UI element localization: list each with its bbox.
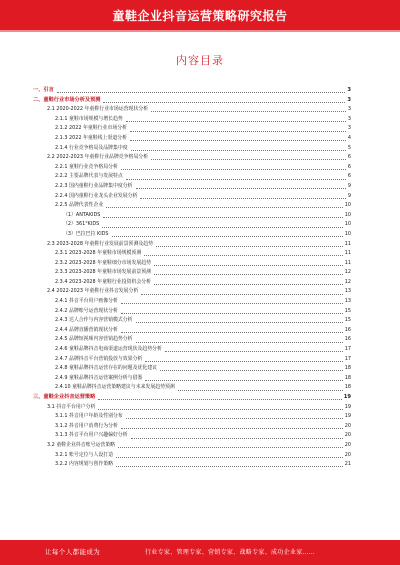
toc-entry-page: 18	[344, 384, 351, 391]
toc-entry-label: 2.4.8 童鞋品牌抖音运营存在的问题及优化建议	[55, 365, 158, 372]
report-title: 童鞋企业抖音运营策略研究报告	[112, 8, 288, 23]
toc-entry[interactable]	[33, 287, 351, 297]
toc-entry[interactable]	[33, 134, 351, 144]
toc-entry-page: 17	[344, 346, 351, 353]
toc-entry[interactable]	[33, 182, 351, 192]
toc-dot-leader	[98, 409, 342, 410]
toc-entry-page: 11	[344, 259, 351, 266]
toc-entry-page: 12	[344, 269, 351, 276]
footer-slogan-right: 行业专家、管理专家、营销专家、战略专家、成功企业家……	[145, 549, 316, 556]
toc-entry-label: 3.2 童鞋企业抖音账号运营策略	[47, 441, 116, 448]
toc-entry-label: 2.1.1 童鞋市场规模与增长趋势	[55, 115, 123, 122]
toc-dot-leader	[145, 361, 342, 362]
toc-entry-page: 20	[344, 432, 351, 439]
toc-dot-leader	[131, 438, 343, 439]
toc-dot-leader	[57, 92, 346, 93]
toc-heading: 内容目录	[176, 54, 224, 67]
toc-entry-page: 4	[347, 134, 351, 141]
toc-dot-leader	[145, 380, 342, 381]
toc-entry-page: 9	[347, 182, 351, 189]
toc-entry-page: 3	[347, 96, 351, 103]
toc-entry[interactable]	[33, 278, 351, 288]
toc-entry-label: 2.1 2020-2022 年童鞋行业市场运营现状分析	[47, 106, 149, 113]
toc-entry[interactable]	[33, 105, 351, 115]
toc-dot-leader	[141, 294, 342, 295]
toc-dot-leader	[118, 447, 343, 448]
toc-entry-label: 2.2 2022-2023 年童鞋行业品牌竞争格局分析	[47, 154, 149, 161]
toc-entry-page: 10	[344, 202, 351, 209]
toc-entry[interactable]	[33, 115, 351, 125]
toc-entry-label: 2.3.1 2023-2028 年童鞋市场规模预测	[55, 250, 142, 257]
toc-dot-leader	[140, 198, 345, 199]
toc-entry-page: 10	[344, 211, 351, 218]
toc-entry-label: 2.1.4 行业竞争格局及品牌集中度	[55, 144, 128, 151]
toc-dot-leader	[126, 121, 346, 122]
toc-entry-page: 15	[344, 307, 351, 314]
toc-entry-label: （3）巴拉巴拉 KIDS	[63, 230, 109, 237]
toc-entry-label: 2.2.2 主要品牌代表与发展特点	[55, 173, 123, 180]
toc-dot-leader	[130, 140, 346, 141]
toc-entry-label: 2.4.5 品牌短视频内容营销趋势分析	[55, 336, 133, 343]
toc-dot-leader	[165, 351, 343, 352]
report-header	[0, 0, 400, 30]
toc-entry-page: 3	[347, 125, 351, 132]
toc-entry[interactable]	[33, 431, 351, 441]
toc-entry[interactable]	[33, 412, 351, 422]
toc-entry-page: 12	[344, 278, 351, 285]
toc-entry-label: 2.1.3 2022 年童鞋线上渠道分析	[55, 134, 128, 141]
toc-dot-leader	[103, 217, 342, 218]
toc-entry-page: 13	[344, 288, 351, 295]
toc-entry[interactable]	[33, 201, 351, 211]
toc-entry-label: 2.4.3 达人合作与内容营销模式分析	[55, 317, 133, 324]
toc-dot-leader	[144, 255, 343, 256]
toc-entry[interactable]	[33, 393, 351, 403]
toc-entry-page: 16	[344, 326, 351, 333]
toc-entry[interactable]	[33, 441, 351, 451]
toc-dot-leader	[136, 342, 343, 343]
toc-dot-leader	[103, 102, 345, 103]
toc-entry-page: 20	[344, 451, 351, 458]
toc-entry-page: 6	[347, 163, 351, 170]
toc-entry-label: 2.4.2 品牌账号运营现状分析	[55, 307, 118, 314]
toc-entry-label: 3.1.1 抖音用户年龄及性别分布	[55, 413, 123, 420]
toc-entry-page: 9	[347, 192, 351, 199]
toc-entry-label: 3.1 抖音平台用户分析	[47, 403, 96, 410]
toc-dot-leader	[151, 111, 346, 112]
toc-entry-label: 2.3.3 2023-2028 年童鞋市场发展前景预测	[55, 269, 152, 276]
toc-entry-page: 19	[343, 394, 351, 400]
toc-entry[interactable]	[33, 383, 351, 393]
toc-dot-leader	[116, 466, 343, 467]
toc-dot-leader	[151, 159, 346, 160]
toc-entry-label: 2.2.1 童鞋行业竞争格局分析	[55, 163, 118, 170]
toc-entry[interactable]	[33, 326, 351, 336]
header-divider	[0, 30, 400, 32]
toc-entry-page: 19	[344, 403, 351, 410]
toc-entry-label: 2.3.4 2023-2028 年童鞋行业投资机会分析	[55, 278, 152, 285]
toc-entry-page: 18	[344, 365, 351, 372]
toc-entry-label: （2）361°KIDS	[63, 221, 100, 228]
toc-dot-leader	[136, 188, 346, 189]
toc-entry[interactable]	[33, 403, 351, 413]
toc-entry[interactable]	[33, 259, 351, 269]
toc-entry[interactable]	[33, 86, 351, 96]
toc-entry[interactable]	[33, 249, 351, 259]
toc-dot-leader	[156, 246, 343, 247]
toc-entry[interactable]	[33, 297, 351, 307]
toc-dot-leader	[178, 390, 343, 391]
toc-entry[interactable]	[33, 335, 351, 345]
toc-dot-leader	[121, 303, 343, 304]
toc-entry[interactable]	[33, 240, 351, 250]
toc-entry-label: 3.1.2 抖音用户消费行为分析	[55, 422, 118, 429]
toc-entry[interactable]	[33, 192, 351, 202]
toc-entry-label: （1）ANTAKIDS	[63, 211, 101, 218]
toc-entry-page: 16	[344, 336, 351, 343]
toc-entry-page: 11	[344, 240, 351, 247]
toc-entry-label: 2.1.2 2022 年童鞋行业市场分析	[55, 125, 128, 132]
toc-entry-label: 2.2.4 国内童鞋行业龙头企业发展分析	[55, 192, 138, 199]
toc-entry[interactable]	[33, 345, 351, 355]
toc-entry-label: 3.1.3 抖音平台用户兴趣偏好分析	[55, 432, 128, 439]
toc-dot-leader	[160, 370, 343, 371]
toc-entry-label: 三、童鞋企业抖音运营策略	[33, 394, 96, 400]
toc-entry[interactable]	[33, 96, 351, 106]
toc-entry-page: 10	[344, 230, 351, 237]
toc-entry[interactable]	[33, 422, 351, 432]
toc-dot-leader	[121, 313, 343, 314]
toc-dot-leader	[112, 236, 343, 237]
toc-entry-label: 2.3 2023-2028 年童鞋行业发展前景预测及趋势	[47, 240, 154, 247]
toc-dot-leader	[126, 418, 343, 419]
toc-entry[interactable]	[33, 307, 351, 317]
toc-dot-leader	[121, 428, 343, 429]
toc-dot-leader	[131, 150, 346, 151]
toc-entry-page: 13	[344, 298, 351, 305]
toc-entry[interactable]	[33, 364, 351, 374]
toc-entry[interactable]	[33, 374, 351, 384]
toc-entry-page: 3	[347, 115, 351, 122]
toc-entry-label: 2.2.3 国内童鞋行业品牌集中度分析	[55, 182, 133, 189]
toc-dot-leader	[121, 332, 343, 333]
toc-entry[interactable]	[33, 153, 351, 163]
toc-dot-leader	[130, 131, 346, 132]
toc-entry[interactable]	[33, 144, 351, 154]
toc-entry-label: 2.4.1 抖音平台用户画像分析	[55, 298, 118, 305]
toc-entry-label: 2.3.2 2023-2028 年童鞋细分市场发展趋势	[55, 259, 152, 266]
toc-entry[interactable]	[33, 220, 351, 230]
toc-dot-leader	[154, 284, 343, 285]
toc-entry-label: 3.2.2 内容规划与创作策略	[55, 461, 114, 468]
toc-entry-page: 5	[347, 144, 351, 151]
toc-dot-leader	[98, 399, 342, 400]
toc-entry-page: 6	[347, 173, 351, 180]
toc-dot-leader	[126, 179, 346, 180]
toc-entry[interactable]	[33, 451, 351, 461]
toc-entry-label: 2.4.9 童鞋品牌抖音运营案例分析与借鉴	[55, 374, 143, 381]
toc-dot-leader	[116, 457, 343, 458]
toc-entry[interactable]	[33, 172, 351, 182]
toc-entry-label: 2.4 2022-2023 年童鞋行业抖音发展分析	[47, 288, 139, 295]
toc-entry-page: 20	[344, 422, 351, 429]
toc-dot-leader	[106, 207, 343, 208]
toc-entry-page: 17	[344, 355, 351, 362]
toc-entry[interactable]	[33, 163, 351, 173]
toc-entry[interactable]	[33, 268, 351, 278]
toc-dot-leader	[102, 227, 343, 228]
toc-entry-label: 一、引言	[33, 87, 54, 93]
toc-entry-label: 2.4.4 品牌直播营销现状分析	[55, 326, 118, 333]
toc-entry-label: 2.4.7 品牌抖音平台营销投放与效果分析	[55, 355, 143, 362]
toc-dot-leader	[154, 265, 343, 266]
table-of-contents	[33, 86, 351, 470]
toc-entry-label: 2.4.6 童鞋品牌抖音电商渠道运营现状及趋势分析	[55, 346, 162, 353]
toc-entry-label: 3.2.1 账号定位与人设打造	[55, 451, 114, 458]
toc-entry[interactable]	[33, 460, 351, 470]
toc-entry[interactable]	[33, 355, 351, 365]
toc-dot-leader	[121, 169, 346, 170]
toc-entry-page: 21	[344, 461, 351, 468]
report-footer	[0, 540, 400, 565]
toc-entry-page: 15	[344, 317, 351, 324]
toc-entry-page: 3	[347, 106, 351, 113]
toc-entry-page: 11	[344, 250, 351, 257]
toc-entry-page: 19	[344, 413, 351, 420]
toc-entry-label: 2.2.5 品牌代表性企业	[55, 202, 104, 209]
toc-entry[interactable]	[33, 124, 351, 134]
toc-entry-label: 二、童鞋行业市场分析及预测	[33, 96, 101, 103]
footer-slogan-left: 让每个人都能成为	[45, 548, 101, 556]
toc-entry-page: 6	[347, 154, 351, 161]
toc-dot-leader	[154, 274, 343, 275]
toc-entry-page: 3	[347, 87, 351, 93]
toc-dot-leader	[136, 322, 343, 323]
toc-entry[interactable]	[33, 211, 351, 221]
toc-entry-page: 10	[344, 221, 351, 228]
toc-entry-label: 2.4.10 童鞋品牌抖音运营策略建议与未来发展趋势预测	[55, 384, 175, 391]
toc-entry-page: 20	[344, 441, 351, 448]
toc-entry[interactable]	[33, 230, 351, 240]
toc-entry[interactable]	[33, 316, 351, 326]
toc-entry-page: 18	[344, 374, 351, 381]
